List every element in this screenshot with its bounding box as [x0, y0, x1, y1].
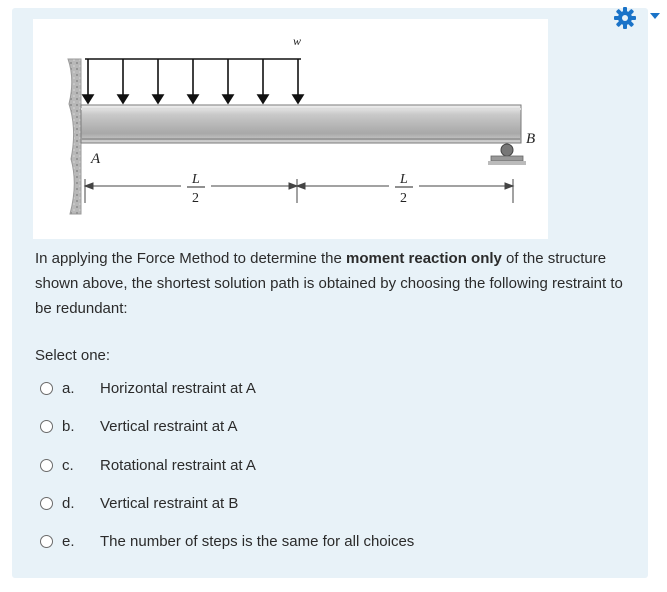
- beam-diagram: [33, 19, 548, 239]
- beam: [81, 105, 521, 143]
- roller-support-b: [488, 144, 526, 165]
- settings-menu-button[interactable]: [613, 6, 639, 30]
- option-letter: c.: [62, 456, 74, 474]
- dim-left-numerator: L: [192, 172, 200, 187]
- support-label-a: A: [91, 151, 101, 167]
- option-text[interactable]: Vertical restraint at B: [100, 494, 239, 512]
- dim-left-denominator: 2: [192, 191, 199, 206]
- option-text[interactable]: Horizontal restraint at A: [100, 379, 256, 397]
- option-c[interactable]: [40, 454, 256, 476]
- beam-figure: [33, 19, 548, 239]
- option-text[interactable]: The number of steps is the same for all choices: [100, 532, 415, 550]
- option-letter: d.: [62, 494, 75, 512]
- radio-button-e[interactable]: [40, 535, 53, 548]
- option-text[interactable]: Rotational restraint at A: [100, 456, 256, 474]
- option-d[interactable]: [40, 492, 238, 514]
- load-label: w: [293, 34, 302, 48]
- radio-button-b[interactable]: [40, 420, 53, 433]
- question-part2: of the structure shown above, the shortest solution path is obtained by choosing the following restraint to be redundant:: [35, 250, 623, 317]
- select-one-label: Select one:: [35, 347, 111, 364]
- dim-right-numerator: L: [400, 172, 408, 187]
- dimension-line: [85, 179, 513, 203]
- caret-down-icon[interactable]: [650, 13, 660, 19]
- option-b[interactable]: [40, 415, 238, 437]
- support-label-b: B: [526, 131, 536, 147]
- dim-right-denominator: 2: [400, 191, 407, 206]
- option-e[interactable]: [40, 530, 414, 552]
- fixed-wall: [68, 59, 81, 214]
- question-text: [35, 246, 625, 321]
- radio-button-a[interactable]: [40, 382, 53, 395]
- option-text[interactable]: Vertical restraint at A: [100, 417, 238, 435]
- question-part1: In applying the Force Method to determine the: [35, 250, 347, 267]
- option-letter: b.: [62, 417, 75, 435]
- option-letter: a.: [62, 379, 75, 397]
- distributed-load: [83, 59, 303, 103]
- question-emphasis: moment reaction only: [346, 250, 502, 267]
- option-a[interactable]: [40, 377, 256, 399]
- gear-icon[interactable]: [613, 6, 637, 30]
- radio-button-d[interactable]: [40, 497, 53, 510]
- radio-button-c[interactable]: [40, 459, 53, 472]
- option-letter: e.: [62, 532, 75, 550]
